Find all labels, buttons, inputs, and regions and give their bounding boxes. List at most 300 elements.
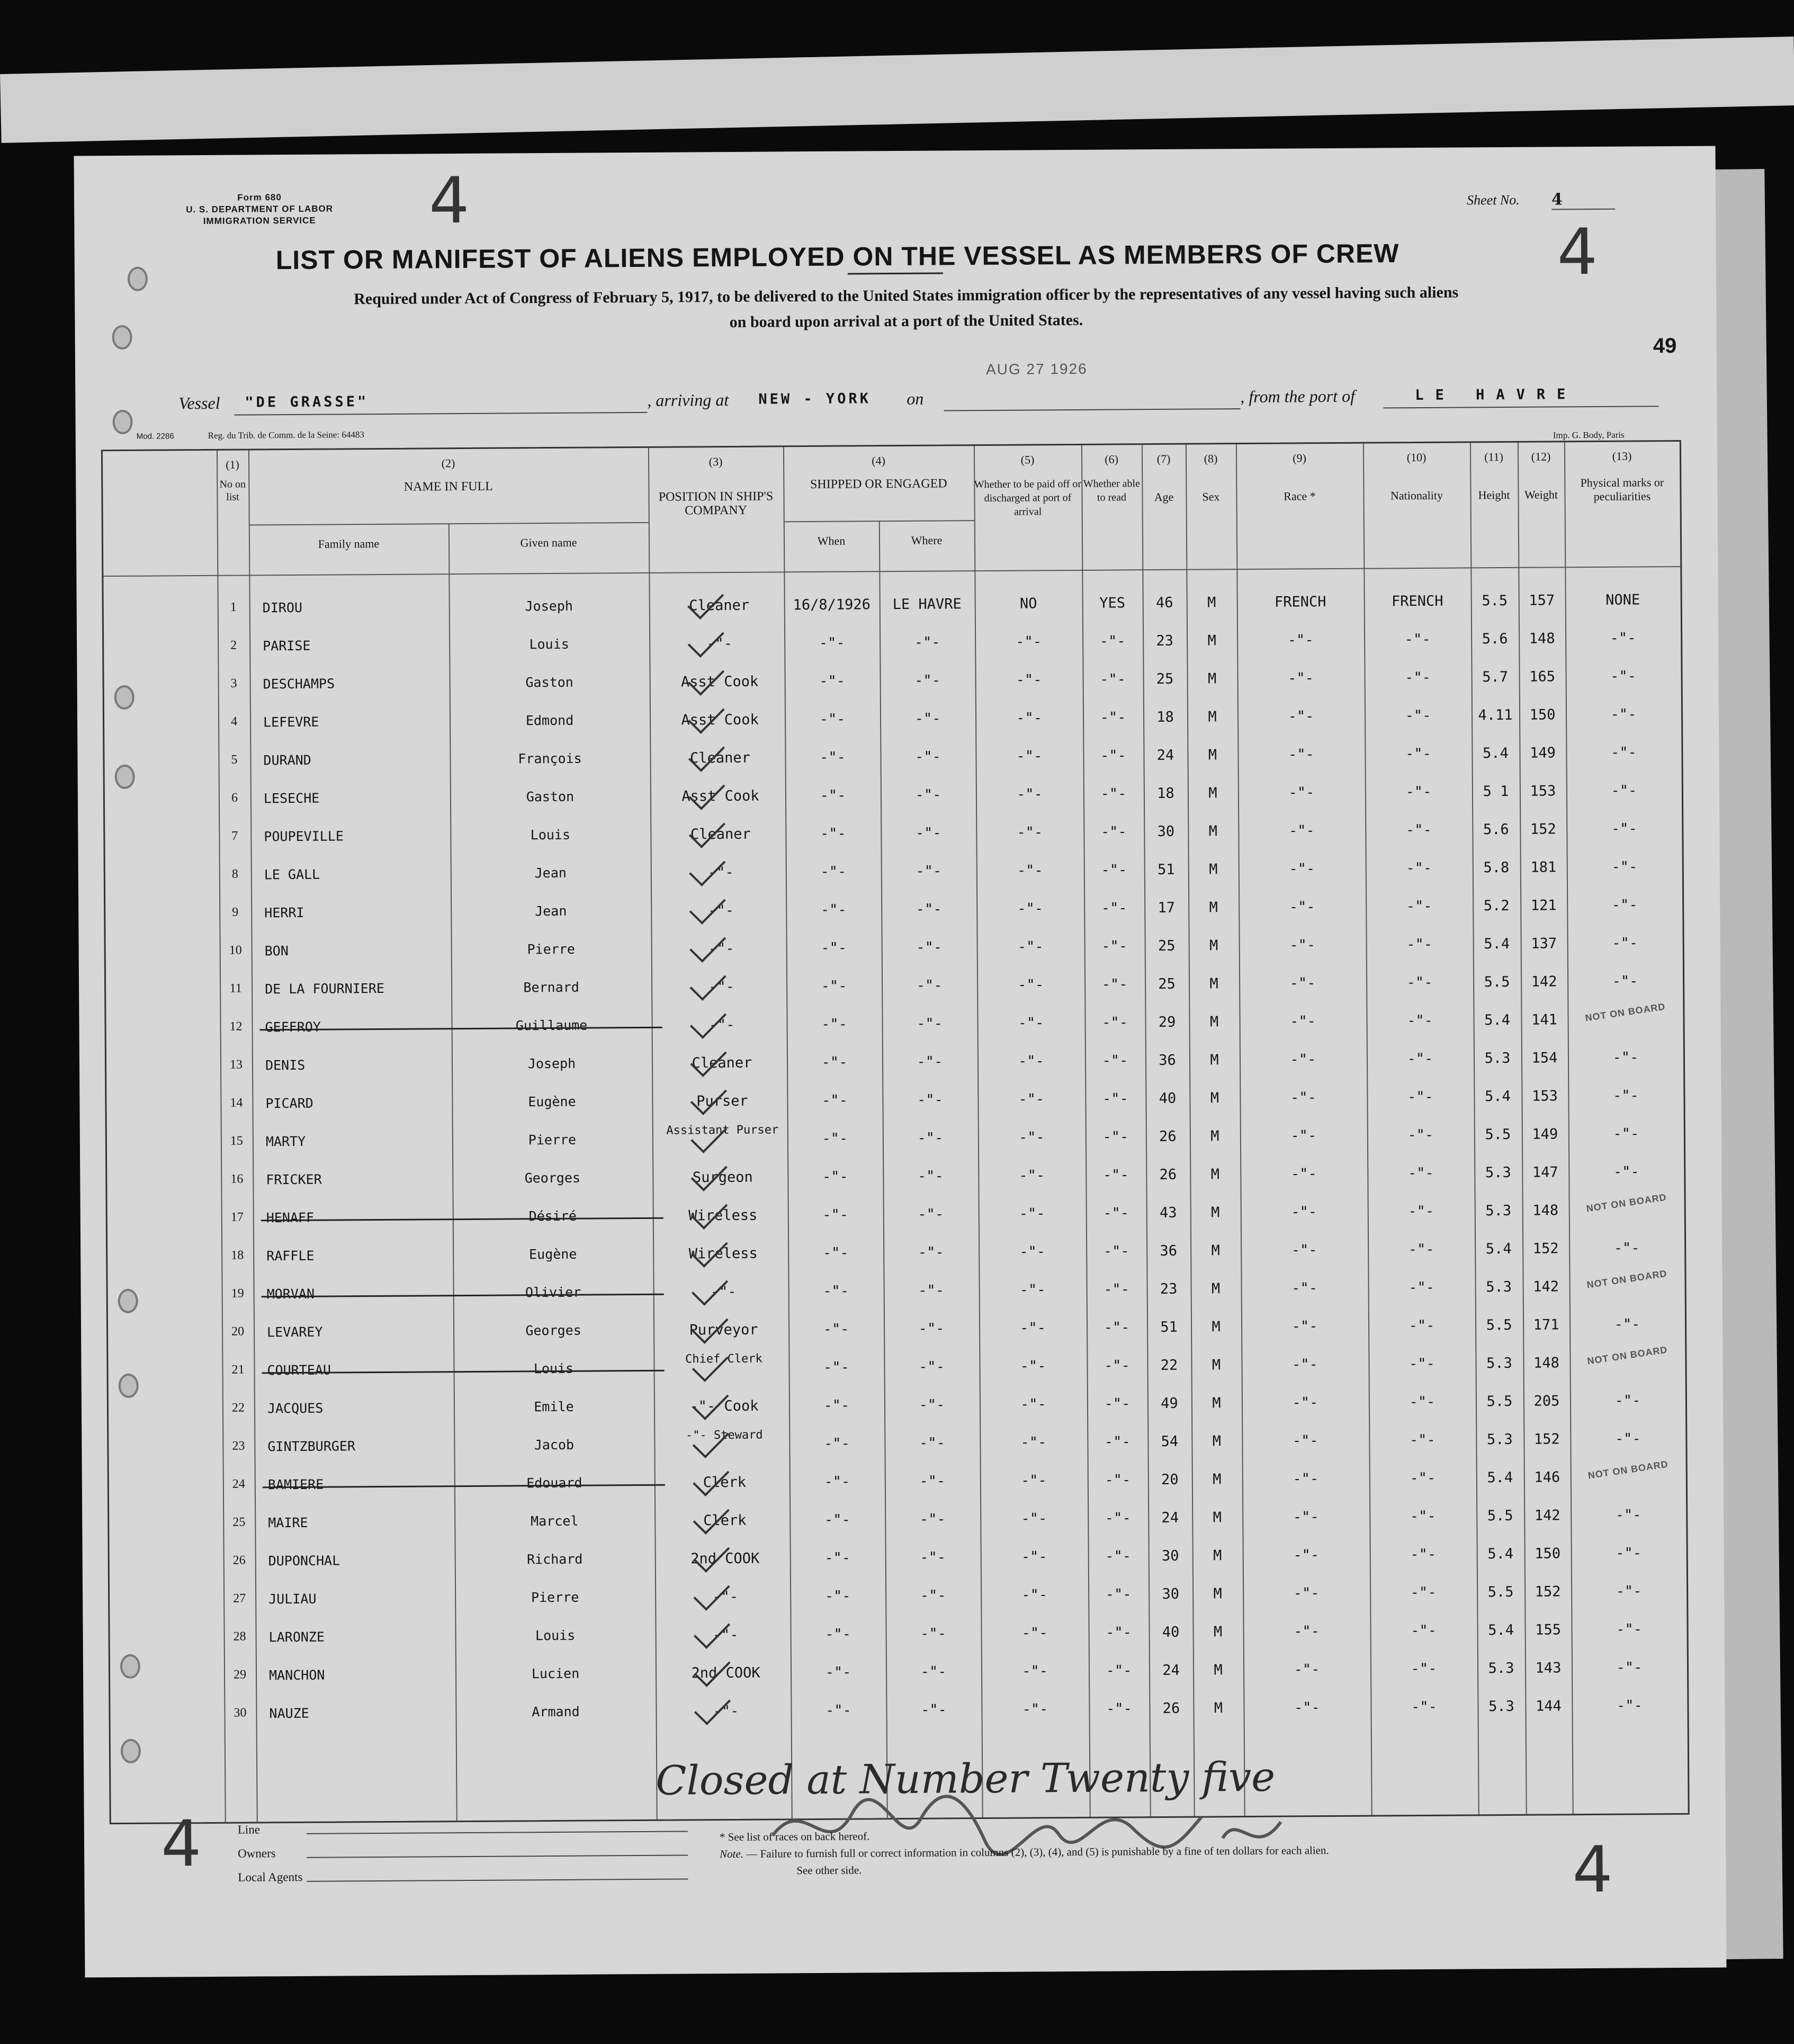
nationality: -"- — [1410, 1508, 1436, 1525]
height: 5.3 — [1488, 1660, 1514, 1677]
row-number: 24 — [232, 1477, 245, 1491]
height: 5.5 — [1482, 592, 1508, 609]
shipped-where: -"- — [916, 863, 942, 880]
physical-marks: -"- — [1611, 782, 1637, 799]
weight: 144 — [1535, 1698, 1562, 1715]
shipped-when: -"- — [820, 863, 847, 880]
given-name: Armand — [532, 1704, 580, 1720]
row-number: 16 — [230, 1172, 244, 1186]
row-number: 28 — [233, 1629, 246, 1644]
weight: 152 — [1532, 1240, 1559, 1257]
paid-off: -"- — [1022, 1701, 1048, 1718]
physical-marks: -"- — [1616, 1621, 1643, 1638]
row-number: 19 — [231, 1286, 244, 1301]
shipped-where: -"- — [916, 977, 943, 994]
age: 54 — [1161, 1433, 1179, 1450]
owners-label: Owners — [238, 1846, 276, 1860]
position: Asst Cook — [681, 787, 759, 805]
sex: M — [1214, 1662, 1223, 1679]
weight: 149 — [1532, 1126, 1558, 1143]
paid-off: -"- — [1020, 1472, 1047, 1489]
row-number: 7 — [231, 829, 238, 843]
physical-marks: -"- — [1611, 858, 1638, 875]
able-to-read: -"- — [1104, 1357, 1130, 1374]
age: 18 — [1156, 709, 1174, 726]
given-name: Olivier — [525, 1284, 581, 1301]
able-to-read: -"- — [1100, 747, 1126, 764]
punch-hole — [112, 410, 132, 434]
age: 25 — [1156, 670, 1174, 688]
weight: 142 — [1534, 1507, 1560, 1524]
position: 2nd COOK — [690, 1550, 760, 1567]
physical-marks: NOT ON BOARD — [1585, 1191, 1667, 1214]
given-name: Louis — [529, 636, 569, 652]
height: 5.3 — [1486, 1431, 1513, 1448]
physical-marks: -"- — [1616, 1545, 1642, 1562]
shipped-where: -"- — [914, 710, 941, 727]
weight: 152 — [1530, 821, 1556, 838]
able-to-read: -"- — [1100, 823, 1127, 840]
race: -"- — [1291, 1280, 1318, 1297]
shipped-where: LE HAVRE — [892, 596, 962, 613]
race: -"- — [1290, 1089, 1316, 1106]
paid-off: -"- — [1018, 1015, 1044, 1032]
position: Purser — [696, 1092, 748, 1110]
given-name: François — [518, 750, 582, 767]
family-name: COURTEAU — [267, 1362, 331, 1378]
sex: M — [1209, 975, 1218, 992]
sheet-number: 4 — [1551, 190, 1615, 210]
family-name: LEFEVRE — [263, 714, 319, 730]
weight: 148 — [1533, 1355, 1559, 1371]
sex: M — [1208, 785, 1217, 802]
able-to-read: -"- — [1104, 1395, 1131, 1412]
row-number: 30 — [234, 1706, 247, 1720]
height: 5.3 — [1484, 1050, 1511, 1067]
col-1-header: (1) No on list — [219, 458, 246, 503]
race: -"- — [1289, 899, 1315, 916]
given-name: Jacob — [534, 1437, 575, 1453]
position: Cleaner — [690, 826, 751, 843]
shipped-when: -"- — [821, 978, 847, 994]
nationality: -"- — [1405, 821, 1432, 839]
weight: 137 — [1531, 935, 1557, 952]
position: Purveyor — [689, 1321, 758, 1339]
nationality: -"- — [1411, 1660, 1437, 1678]
height: 5.5 — [1487, 1583, 1514, 1601]
family-name: LESECHE — [263, 790, 320, 806]
paid-off: -"- — [1016, 748, 1043, 765]
col-11-header: (11) Height — [1478, 450, 1510, 502]
given-name: Joseph — [527, 1055, 576, 1072]
race: -"- — [1291, 1318, 1318, 1335]
able-to-read: -"- — [1102, 1090, 1128, 1107]
shipped-where: -"- — [917, 1015, 943, 1032]
sex: M — [1210, 1128, 1219, 1145]
age: 40 — [1162, 1624, 1180, 1640]
row-number: 17 — [230, 1210, 244, 1224]
paid-off: -"- — [1022, 1663, 1048, 1680]
sex: M — [1211, 1280, 1221, 1297]
age: 23 — [1160, 1280, 1178, 1298]
age: 49 — [1161, 1395, 1178, 1412]
race: -"- — [1290, 1127, 1317, 1144]
able-to-read: -"- — [1106, 1624, 1132, 1641]
nationality: -"- — [1409, 1355, 1435, 1373]
age: 24 — [1156, 747, 1174, 764]
col-2-family-header: Family name — [318, 536, 380, 551]
position: -"- — [707, 864, 734, 881]
shipped-when: -"- — [821, 1016, 848, 1033]
nationality: -"- — [1407, 1126, 1434, 1144]
sex: M — [1207, 594, 1216, 611]
shipped-when: -"- — [823, 1397, 850, 1414]
weight: 143 — [1535, 1660, 1562, 1677]
sex: M — [1209, 861, 1218, 878]
col-6-header: (6) Whether able to read — [1083, 452, 1140, 504]
given-name: Gaston — [526, 788, 575, 805]
nationality: -"- — [1409, 1279, 1435, 1296]
row-number: 18 — [231, 1248, 244, 1262]
shipped-when: -"- — [823, 1435, 850, 1452]
position: -"- — [713, 1702, 739, 1720]
age: 26 — [1159, 1166, 1177, 1184]
shipped-when: -"- — [822, 1244, 849, 1261]
weight: 148 — [1529, 630, 1555, 647]
shipped-where: -"- — [914, 634, 940, 651]
height: 5.3 — [1488, 1698, 1514, 1715]
nationality: -"- — [1407, 1164, 1434, 1182]
sex: M — [1212, 1395, 1221, 1412]
nationality: -"- — [1410, 1469, 1436, 1487]
row-number: 4 — [230, 714, 238, 729]
position: -"- — [710, 1283, 737, 1301]
position: -"- — [708, 1016, 735, 1034]
age: 51 — [1160, 1319, 1178, 1336]
weight: 157 — [1529, 592, 1555, 609]
age: 25 — [1158, 975, 1176, 993]
col-2-given-header: Given name — [520, 535, 577, 550]
shipped-where: -"- — [920, 1625, 947, 1642]
height: 5.4 — [1482, 745, 1509, 762]
paid-off: -"- — [1017, 900, 1044, 917]
able-to-read: -"- — [1101, 976, 1128, 993]
paid-off: -"- — [1020, 1358, 1046, 1375]
row-number: 8 — [231, 867, 238, 881]
race: -"- — [1288, 670, 1314, 687]
given-name: Edmond — [525, 712, 574, 729]
weight: 150 — [1529, 706, 1556, 723]
position: -"- — [708, 902, 734, 919]
document-title: LIST OR MANIFEST OF ALIENS EMPLOYED ON THE VESSEL AS MEMBERS OF CREW — [275, 238, 1400, 275]
weight: 142 — [1533, 1278, 1559, 1295]
position: Assistant Purser — [666, 1123, 779, 1137]
race: -"- — [1292, 1356, 1318, 1373]
given-name: Eugène — [528, 1246, 577, 1262]
shipped-when: -"- — [823, 1359, 850, 1376]
form-number: Form 680 — [237, 192, 282, 203]
handwritten-sheet-number: 4 — [428, 164, 470, 238]
sex: M — [1210, 1052, 1219, 1069]
from-line — [1383, 406, 1658, 408]
race: -"- — [1289, 860, 1315, 877]
height: 4.11 — [1478, 706, 1513, 724]
family-name: HERRI — [264, 904, 304, 921]
physical-marks: -"- — [1613, 1125, 1639, 1142]
race: -"- — [1288, 822, 1315, 839]
shipped-where: -"- — [917, 1091, 943, 1108]
nationality: -"- — [1405, 783, 1432, 801]
shipped-where: -"- — [919, 1511, 946, 1528]
nationality: -"- — [1404, 631, 1431, 648]
col-9-header: (9) Race * — [1284, 451, 1316, 503]
physical-marks: -"- — [1611, 820, 1637, 837]
shipped-when: -"- — [824, 1473, 850, 1490]
paid-off: -"- — [1021, 1586, 1048, 1603]
sex: M — [1209, 1014, 1219, 1030]
subtitle-line-1: Required under Act of Congress of February 5, 1917, to be delivered to the United States immigration officer by the representatives of any vessel having such aliens — [354, 283, 1459, 308]
height: 5.5 — [1486, 1316, 1512, 1334]
race: -"- — [1293, 1585, 1320, 1602]
paid-off: -"- — [1021, 1510, 1047, 1527]
race: -"- — [1290, 1166, 1317, 1182]
date-line — [944, 408, 1240, 411]
age: 20 — [1161, 1471, 1179, 1489]
shipped-when: 16/8/1926 — [793, 596, 871, 614]
position: -"- — [706, 635, 733, 652]
nationality: -"- — [1407, 1088, 1433, 1106]
row-number: 26 — [232, 1553, 246, 1567]
shipped-when: -"- — [824, 1588, 851, 1604]
age: 30 — [1161, 1547, 1179, 1564]
age: 51 — [1157, 861, 1175, 878]
shipped-where: -"- — [920, 1549, 946, 1566]
shipped-where: -"- — [914, 748, 941, 765]
shipped-when: -"- — [823, 1321, 849, 1338]
position: Wireless — [688, 1245, 758, 1262]
age: 23 — [1156, 632, 1173, 650]
punch-hole — [112, 325, 132, 349]
shipped-when: -"- — [820, 787, 846, 804]
shipped-where: -"- — [919, 1435, 945, 1451]
age: 22 — [1160, 1357, 1178, 1374]
position: -"- — [708, 978, 735, 996]
paid-off: -"- — [1021, 1625, 1048, 1642]
line-label: Line — [237, 1823, 261, 1836]
given-name: Désiré — [528, 1208, 577, 1224]
family-name: DESCHAMPS — [263, 676, 335, 692]
sex: M — [1213, 1547, 1222, 1564]
sex: M — [1207, 670, 1217, 687]
physical-marks: -"- — [1612, 973, 1638, 990]
given-name: Joseph — [525, 598, 573, 614]
paid-off: -"- — [1017, 824, 1043, 841]
local-agents-label: Local Agents — [238, 1870, 303, 1884]
shipped-where: -"- — [918, 1206, 944, 1223]
row-number: 25 — [232, 1515, 246, 1529]
row-number: 3 — [230, 676, 237, 691]
height: 5.4 — [1484, 1088, 1511, 1105]
family-name: LARONZE — [268, 1629, 325, 1645]
position: Cleaner — [689, 597, 750, 614]
physical-marks: -"- — [1610, 630, 1636, 647]
row-number: 14 — [230, 1096, 243, 1110]
nationality: -"- — [1408, 1241, 1434, 1258]
position: Chief Clerk — [685, 1352, 763, 1366]
sex: M — [1212, 1319, 1221, 1335]
sex: M — [1213, 1624, 1223, 1640]
position: Asst Cook — [680, 673, 759, 691]
age: 46 — [1155, 594, 1173, 612]
weight: 149 — [1529, 745, 1556, 761]
able-to-read: -"- — [1100, 709, 1126, 726]
manifest-page — [74, 146, 1727, 1978]
shipped-where: -"- — [915, 824, 941, 841]
weight: 150 — [1535, 1545, 1561, 1562]
height: 5.4 — [1487, 1545, 1514, 1563]
nationality: -"- — [1405, 707, 1431, 724]
race: -"- — [1290, 1013, 1316, 1030]
on-label: on — [907, 389, 924, 408]
vessel-label: Vessel — [178, 393, 220, 413]
shipped-when: -"- — [819, 711, 846, 728]
punch-hole — [128, 267, 148, 291]
race: -"- — [1294, 1661, 1320, 1678]
paid-off: -"- — [1016, 786, 1043, 803]
position: -"- Cook — [689, 1397, 759, 1415]
shipped-where: -"- — [919, 1358, 945, 1375]
race: -"- — [1294, 1623, 1320, 1640]
col-12-header: (12) Weight — [1524, 450, 1558, 501]
weight: 153 — [1531, 1088, 1558, 1105]
family-name: DUPONCHAL — [268, 1553, 340, 1569]
printer: Imp. G. Body, Paris — [1553, 429, 1625, 441]
paid-off: -"- — [1016, 633, 1042, 650]
shipped-when: -"- — [819, 673, 846, 689]
weight: 155 — [1535, 1621, 1562, 1638]
shipped-when: -"- — [819, 634, 845, 651]
race: -"- — [1287, 632, 1314, 649]
shipped-when: -"- — [824, 1549, 851, 1566]
able-to-read: -"- — [1101, 862, 1127, 878]
height: 5.5 — [1485, 1126, 1511, 1143]
height: 5.7 — [1482, 668, 1509, 686]
age: 26 — [1162, 1700, 1180, 1717]
row-number: 5 — [231, 752, 238, 767]
position: -"- — [708, 940, 734, 957]
row-number: 29 — [233, 1668, 247, 1682]
height: 5.5 — [1486, 1393, 1513, 1410]
given-name: Edouard — [526, 1475, 582, 1491]
weight: 154 — [1531, 1050, 1558, 1066]
nationality: -"- — [1406, 974, 1433, 991]
age: 18 — [1157, 785, 1174, 802]
height: 5.4 — [1484, 935, 1510, 953]
position: 2nd COOK — [691, 1664, 760, 1682]
given-name: Lucien — [531, 1665, 580, 1682]
able-to-read: -"- — [1104, 1319, 1130, 1336]
physical-marks: -"- — [1616, 1697, 1643, 1714]
paid-off: -"- — [1020, 1396, 1046, 1413]
shipped-where: -"- — [918, 1244, 944, 1261]
races-note: * See list of races on back hereof. — [719, 1830, 870, 1844]
age: 36 — [1159, 1052, 1176, 1069]
age: 29 — [1158, 1014, 1176, 1031]
family-name: DIROU — [262, 599, 303, 616]
race: -"- — [1293, 1509, 1319, 1526]
sex: M — [1211, 1242, 1220, 1259]
row-number: 9 — [232, 905, 239, 919]
paid-off: -"- — [1020, 1434, 1047, 1451]
shipped-when: -"- — [825, 1664, 851, 1681]
age: 17 — [1158, 899, 1176, 917]
height: 5 1 — [1483, 783, 1509, 800]
row-number: 13 — [229, 1057, 243, 1072]
age: 30 — [1157, 823, 1175, 840]
able-to-read: -"- — [1105, 1548, 1132, 1565]
form-block — [169, 191, 349, 227]
shipped-where: -"- — [914, 672, 941, 689]
physical-marks: -"- — [1614, 1316, 1640, 1333]
shipped-where: -"- — [920, 1587, 946, 1604]
paid-off: -"- — [1018, 1091, 1045, 1108]
physical-marks: -"- — [1610, 668, 1637, 685]
nationality: -"- — [1410, 1584, 1437, 1601]
shipped-when: -"- — [821, 1092, 848, 1109]
physical-marks: -"- — [1613, 1163, 1639, 1180]
see-other-side: See other side. — [796, 1863, 862, 1877]
shipped-where: -"- — [919, 1396, 945, 1413]
sex: M — [1211, 1204, 1220, 1221]
row-number: 20 — [231, 1324, 245, 1339]
family-name: JULIAU — [268, 1591, 317, 1607]
able-to-read: YES — [1099, 595, 1126, 612]
race: -"- — [1292, 1432, 1318, 1449]
physical-marks: -"- — [1614, 1392, 1641, 1409]
physical-marks: NOT ON BOARD — [1584, 1001, 1666, 1024]
physical-marks: NOT ON BOARD — [1587, 1458, 1669, 1481]
family-name: MAIRE — [268, 1514, 308, 1531]
physical-marks: -"- — [1613, 1240, 1640, 1257]
race: -"- — [1292, 1394, 1318, 1411]
page-corner-number: 49 — [1653, 334, 1677, 358]
race: -"- — [1290, 1051, 1316, 1068]
paid-off: -"- — [1020, 1320, 1046, 1337]
position: -"- — [712, 1588, 739, 1606]
family-name: GINTZBURGER — [267, 1438, 356, 1455]
able-to-read: -"- — [1101, 900, 1127, 917]
physical-marks: -"- — [1614, 1430, 1641, 1447]
shipped-when: -"- — [822, 1130, 848, 1147]
height: 5.3 — [1485, 1202, 1512, 1220]
col-13-header: (13) Physical marks or peculiarities — [1580, 449, 1664, 503]
registry: Reg. du Trib. de Comm. de la Seine: 64483 — [208, 429, 364, 441]
nationality: -"- — [1405, 745, 1431, 763]
age: 24 — [1162, 1662, 1180, 1679]
physical-marks: -"- — [1615, 1507, 1641, 1523]
race: -"- — [1291, 1242, 1317, 1259]
paid-off: NO — [1019, 595, 1037, 612]
paid-off: -"- — [1016, 671, 1042, 688]
handwritten-corner-number: 4 — [1557, 215, 1598, 290]
height: 5.3 — [1486, 1278, 1512, 1296]
arriving-label: , arriving at — [647, 390, 729, 410]
row-number: 22 — [231, 1401, 245, 1415]
family-name: FRICKER — [266, 1171, 322, 1188]
given-name: Bernard — [523, 979, 579, 996]
sex: M — [1207, 632, 1216, 649]
position: Cleaner — [689, 749, 750, 767]
